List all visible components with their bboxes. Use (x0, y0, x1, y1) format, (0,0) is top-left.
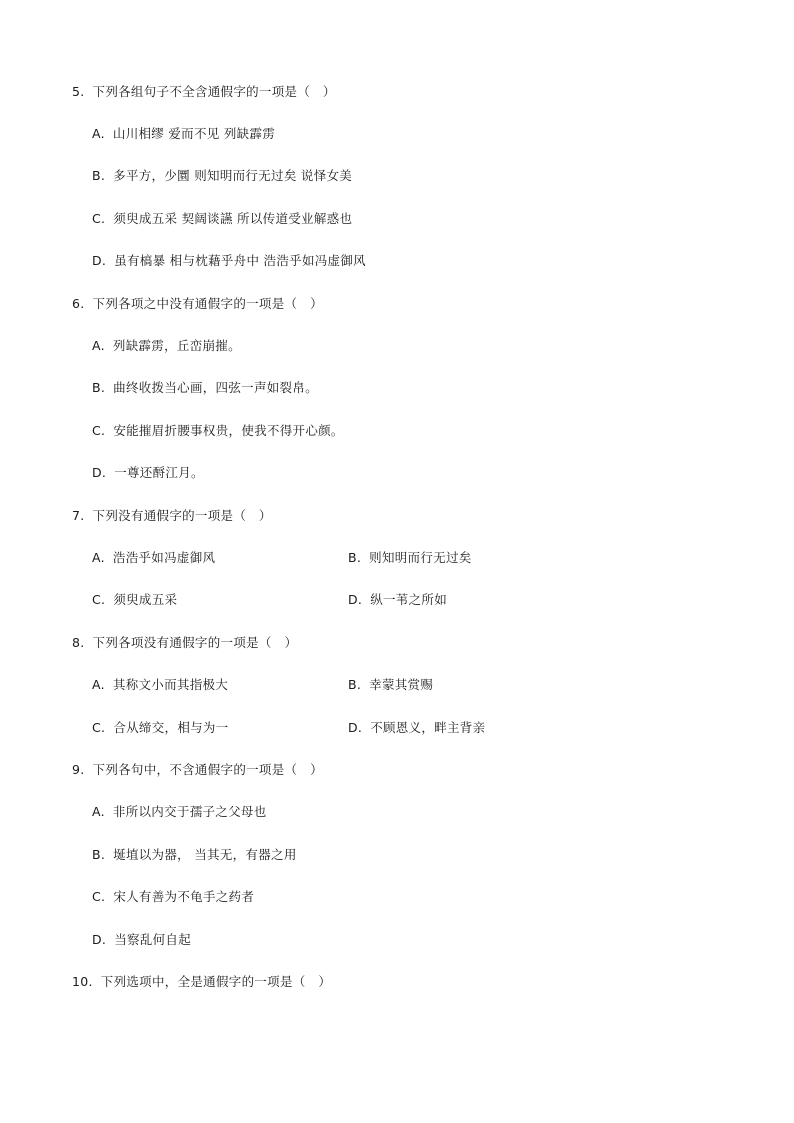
question-7-option-d (348, 590, 447, 608)
question-number: 5. (72, 84, 85, 99)
option-letter: C. (92, 211, 106, 226)
question-number: 7. (72, 508, 85, 523)
option-letter: A. (92, 338, 105, 353)
question-number: 10. (72, 974, 93, 989)
question-text: 下列选项中，全是通假字的一项是（ ） (100, 974, 332, 989)
option-text: 埏埴以为器， 当其无，有器之用 (113, 847, 297, 862)
option-text: 多平方，少圜 则知明而行无过矣 说怿女美 (113, 168, 353, 183)
question-7-stem (72, 506, 272, 524)
option-letter: C. (92, 592, 106, 607)
option-letter: B. (92, 168, 106, 183)
question-9-option-c (92, 887, 254, 905)
question-6-option-c (92, 421, 344, 439)
question-text: 下列没有通假字的一项是（ ） (92, 508, 272, 523)
option-text: 非所以内交于孺子之父母也 (112, 804, 267, 819)
question-number: 6. (72, 296, 85, 311)
option-letter: D. (92, 932, 107, 947)
question-5-option-d (92, 251, 366, 269)
option-letter: B. (92, 380, 106, 395)
option-text: 虽有槁暴 相与枕藉乎舟中 浩浩乎如冯虚御风 (114, 253, 366, 268)
option-text: 纵一苇之所如 (370, 592, 448, 607)
option-letter: A. (92, 126, 105, 141)
question-7-option-a (92, 548, 215, 566)
question-9-stem (72, 760, 323, 778)
option-text: 浩浩乎如冯虚御风 (112, 550, 216, 565)
question-9-option-d (92, 930, 191, 948)
question-9-option-b (92, 845, 297, 863)
option-letter: B. (348, 550, 362, 565)
question-text: 下列各组句子不全含通假字的一项是（ ） (92, 84, 336, 99)
option-letter: C. (92, 889, 106, 904)
question-6-option-b (92, 378, 318, 396)
question-6-stem (72, 294, 323, 312)
option-text: 合从缔交，相与为一 (113, 720, 229, 735)
option-text: 宋人有善为不龟手之药者 (113, 889, 255, 904)
option-text: 当察乱何自起 (114, 932, 192, 947)
question-8-option-a (92, 675, 228, 693)
question-8-option-b (348, 675, 433, 693)
option-text: 列缺霹雳，丘峦崩摧。 (112, 338, 241, 353)
option-letter: C. (92, 423, 106, 438)
option-letter: A. (92, 804, 105, 819)
option-letter: C. (92, 720, 106, 735)
option-text: 不顾恩义，畔主背亲 (370, 720, 486, 735)
question-9-option-a (92, 802, 267, 820)
question-8-stem (72, 633, 297, 651)
option-letter: D. (348, 720, 363, 735)
option-letter: A. (92, 677, 105, 692)
question-10-stem (72, 972, 331, 990)
option-letter: D. (92, 253, 107, 268)
option-letter: D. (92, 465, 107, 480)
question-number: 8. (72, 635, 85, 650)
question-6-option-d (92, 463, 204, 481)
question-7-option-c (92, 590, 177, 608)
question-5-option-c (92, 209, 352, 227)
question-text: 下列各项没有通假字的一项是（ ） (92, 635, 298, 650)
option-letter: A. (92, 550, 105, 565)
option-letter: B. (348, 677, 362, 692)
option-text: 则知明而行无过矣 (369, 550, 472, 565)
question-5-option-a (92, 124, 275, 142)
question-5-option-b (92, 166, 352, 184)
question-6-option-a (92, 336, 241, 354)
question-number: 9. (72, 762, 85, 777)
question-5-stem (72, 82, 336, 100)
option-letter: B. (92, 847, 106, 862)
option-text: 须臾成五采 (113, 592, 178, 607)
option-text: 幸蒙其赏赐 (369, 677, 434, 692)
option-text: 曲终收拨当心画，四弦一声如裂帛。 (113, 380, 318, 395)
option-text: 安能摧眉折腰事权贵，使我不得开心颜。 (113, 423, 344, 438)
option-text: 山川相缪 爱而不见 列缺霹雳 (112, 126, 276, 141)
question-8-option-d (348, 718, 485, 736)
question-text: 下列各项之中没有通假字的一项是（ ） (92, 296, 323, 311)
question-text: 下列各句中，不含通假字的一项是（ ） (92, 762, 323, 777)
option-text: 须臾成五采 契阔谈讌 所以传道受业解惑也 (113, 211, 353, 226)
question-8-option-c (92, 718, 229, 736)
option-letter: D. (348, 592, 363, 607)
option-text: 一尊还酹江月。 (114, 465, 204, 480)
question-7-option-b (348, 548, 472, 566)
option-text: 其称文小而其指极大 (112, 677, 229, 692)
